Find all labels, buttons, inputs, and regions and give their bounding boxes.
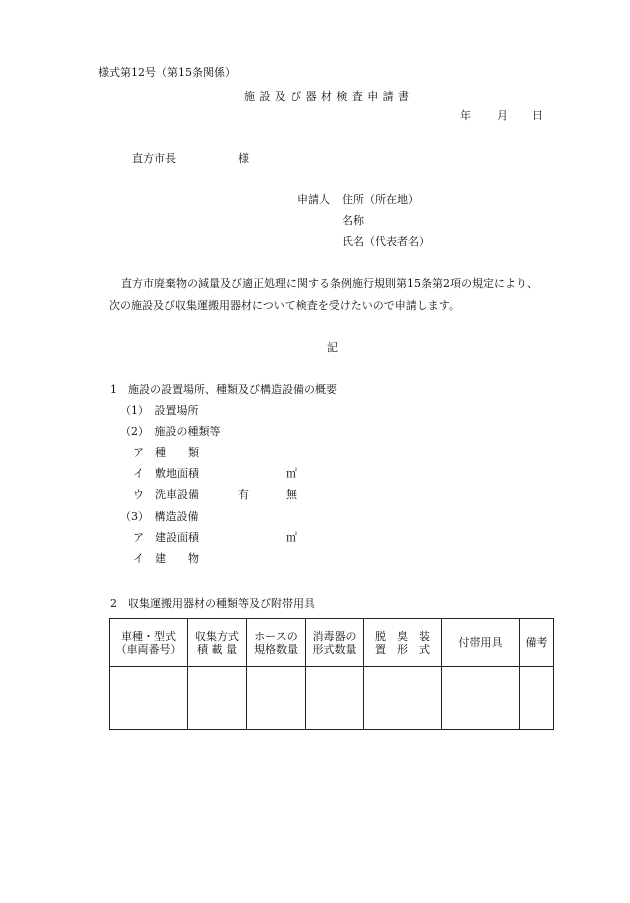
section-2-title: 2 収集運搬用器材の種類等及び附帯用具: [110, 597, 315, 610]
car-wash-no: 無: [286, 488, 297, 501]
building-area-unit: ㎡: [286, 531, 297, 544]
header-sterilizer: 消毒器の 形式数量: [306, 619, 364, 667]
table-row: [110, 667, 554, 730]
item-structure: （3） 構造設備: [120, 510, 199, 523]
sub-i-label: イ: [133, 467, 144, 480]
section-1-title: 1 施設の設置場所、種類及び構造設備の概要: [110, 383, 337, 396]
cell-collection-method[interactable]: [188, 667, 247, 730]
form-number: 様式第12号（第15条関係）: [98, 66, 236, 79]
applicant-address: 住所（所在地）: [342, 193, 419, 206]
sub-i-site-area: 敷地面積: [155, 467, 199, 480]
applicant-representative: 氏名（代表者名）: [342, 235, 430, 248]
struct-a-label: ア: [133, 531, 144, 544]
date-day: 日: [532, 109, 543, 122]
date-year: 年: [460, 109, 471, 122]
sub-u-label: ウ: [133, 488, 144, 501]
cell-hose-spec[interactable]: [247, 667, 306, 730]
applicant-name: 名称: [342, 214, 364, 227]
sub-u-car-wash: 洗車設備: [155, 488, 199, 501]
header-remarks: 備考: [520, 619, 554, 667]
page-title: 施設及び器材検査申請書: [244, 90, 414, 103]
sub-a-type: 種 類: [155, 446, 199, 459]
equipment-table: [109, 618, 554, 730]
cell-remarks[interactable]: [520, 667, 554, 730]
cell-sterilizer[interactable]: [306, 667, 364, 730]
car-wash-yes: 有: [238, 488, 249, 501]
header-hose-spec: ホースの 規格数量: [247, 619, 306, 667]
addressee-honorific: 様: [238, 152, 249, 165]
table-header-row: [110, 619, 554, 667]
item-facility-type: （2） 施設の種類等: [120, 425, 221, 438]
header-accessories: 付帯用具: [442, 619, 520, 667]
header-collection-method: 収集方式 積 載 量: [188, 619, 247, 667]
applicant-label: 申請人: [297, 193, 330, 206]
cell-deodorizer[interactable]: [364, 667, 442, 730]
header-vehicle-model: 車種・型式 （車両番号）: [110, 619, 188, 667]
addressee-name: 直方市長: [132, 152, 176, 165]
sub-a-label: ア: [133, 446, 144, 459]
item-installation-place: （1） 設置場所: [120, 404, 199, 417]
site-area-unit: ㎡: [286, 467, 297, 480]
cell-vehicle-model[interactable]: [110, 667, 188, 730]
struct-a-building-area: 建設面積: [155, 531, 199, 544]
ki-heading: 記: [327, 341, 338, 354]
date-month: 月: [497, 109, 508, 122]
struct-i-building: 建 物: [155, 552, 199, 565]
cell-accessories[interactable]: [442, 667, 520, 730]
header-deodorizer: 脱 臭 装 置 形 式: [364, 619, 442, 667]
body-line-2: 次の施設及び収集運搬用器材について検査を受けたいので申請します。: [109, 299, 460, 312]
body-line-1: 直方市廃棄物の減量及び適正処理に関する条例施行規則第15条第2項の規定により、: [121, 277, 538, 290]
struct-i-label: イ: [133, 552, 144, 565]
